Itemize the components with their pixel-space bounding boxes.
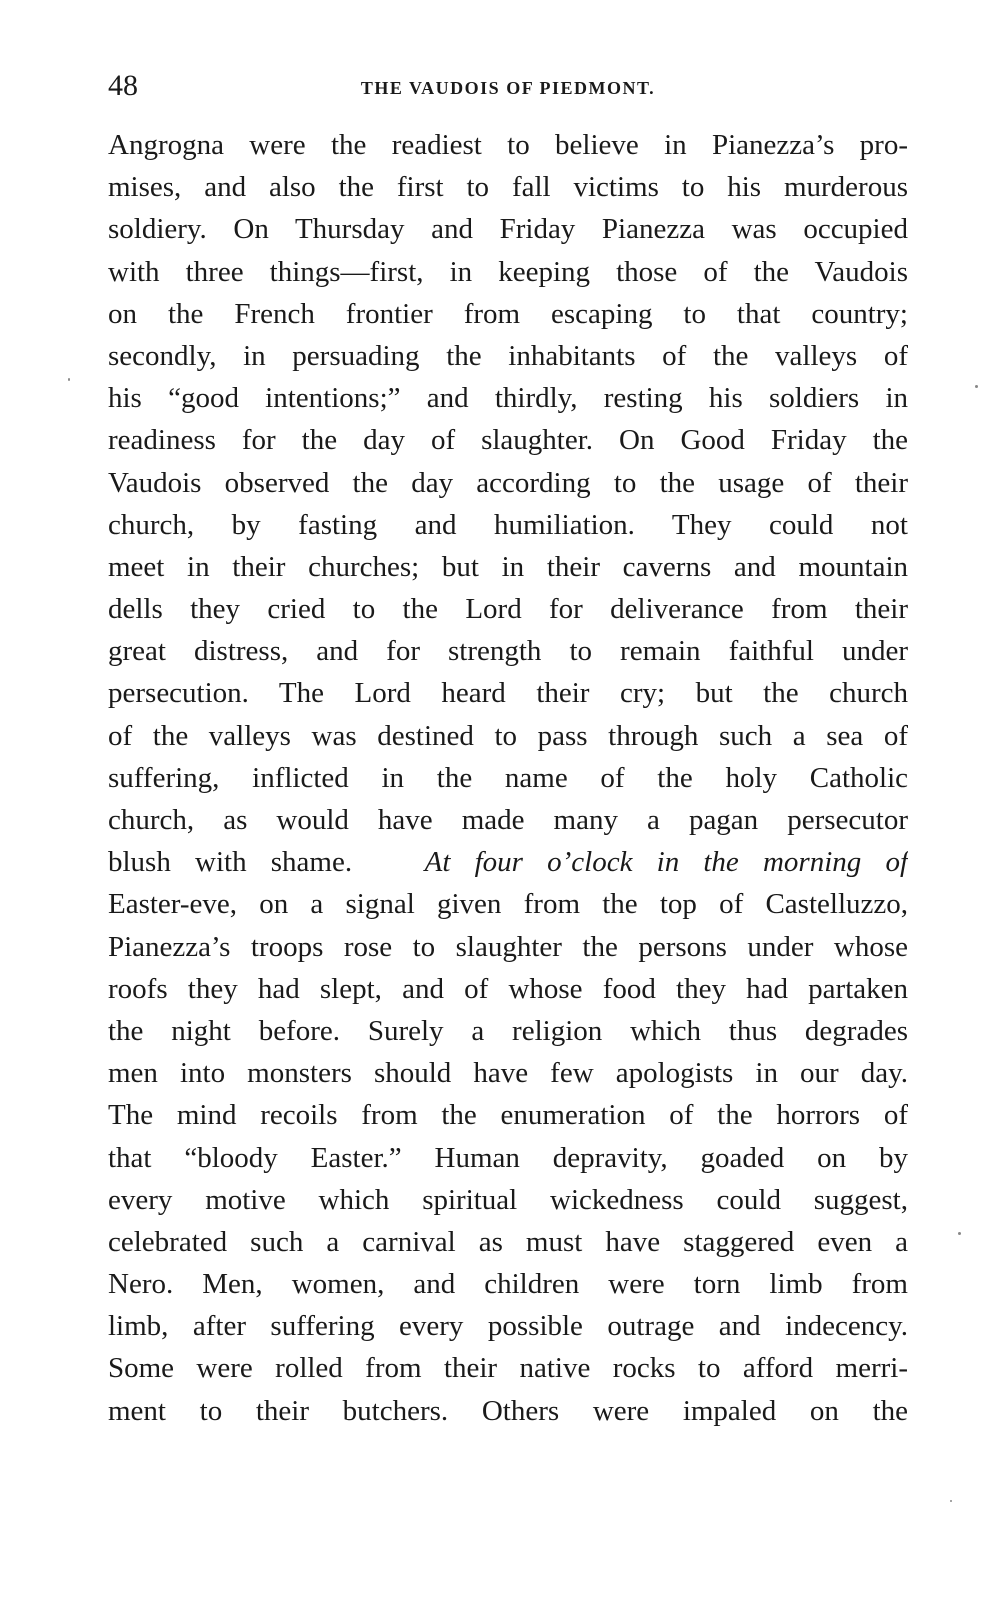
- text-line-19: Easter-eve, on a signal given from the top of Castelluzzo,: [108, 888, 908, 921]
- page-number: 48: [108, 69, 138, 102]
- scan-speck: [975, 385, 978, 388]
- text-line-12: dells they cried to the Lord for deliverance from their: [108, 593, 908, 626]
- text-line-25: that “bloody Easter.” Human depravity, goaded on by: [108, 1141, 908, 1174]
- text-line-14: persecution. The Lord heard their cry; but the church: [108, 677, 908, 710]
- text-line-29: limb, after suffering every possible outrage and indecency.: [108, 1310, 908, 1343]
- text-line-16: suffering, inflicted in the name of the holy Catholic: [108, 761, 908, 794]
- page-header: [108, 66, 908, 106]
- text-line-22: the night before. Surely a religion which thus degrades: [108, 1014, 908, 1047]
- text-line-17: church, as would have made many a pagan persecutor: [108, 804, 908, 836]
- text-line-18: [108, 841, 908, 883]
- text-line-4: with three things—first, in keeping those of the Vaudois: [108, 255, 908, 288]
- text-line-2: mises, and also the first to fall victims to his murderous: [108, 171, 908, 204]
- scan-speck: [950, 1500, 952, 1502]
- text-line-8: readiness for the day of slaughter. On Good Friday the: [108, 424, 908, 457]
- text-line-18-roman: blush with shame.: [108, 846, 353, 879]
- text-line-21: roofs they had slept, and of whose food they had partaken: [108, 972, 908, 1005]
- text-line-27: celebrated such a carnival as must have staggered even a: [108, 1225, 908, 1258]
- text-line-24: The mind recoils from the enumeration of the horrors of: [108, 1099, 908, 1132]
- scan-speck: [958, 1232, 961, 1235]
- text-line-6: secondly, in persuading the inhabitants of the valleys of: [108, 339, 908, 372]
- body-text: [108, 124, 908, 1432]
- text-line-23: men into monsters should have few apologists in our day.: [108, 1057, 908, 1090]
- text-line-7: his “good intentions;” and thirdly, resting his soldiers in: [108, 382, 908, 415]
- text-line-15: of the valleys was destined to pass through such a sea of: [108, 719, 908, 752]
- text-line-11: meet in their churches; but in their caverns and mountain: [108, 550, 908, 583]
- text-line-18-italic: At four o’clock in the morning of: [424, 846, 908, 879]
- text-line-9: Vaudois observed the day according to the usage of their: [108, 466, 908, 499]
- text-line-30: Some were rolled from their native rocks to afford merri-: [108, 1352, 908, 1385]
- text-line-10: church, by fasting and humiliation. They could not: [108, 508, 908, 541]
- text-line-20: Pianezza’s troops rose to slaughter the persons under whose: [108, 930, 908, 963]
- scan-speck: [68, 378, 70, 381]
- text-line-3: soldiery. On Thursday and Friday Pianezza was occupied: [108, 213, 908, 246]
- running-title: THE VAUDOIS OF PIEDMONT.: [360, 78, 656, 98]
- text-line-26: every motive which spiritual wickedness could suggest,: [108, 1183, 908, 1216]
- text-line-5: on the French frontier from escaping to that country;: [108, 297, 908, 330]
- text-line-28: Nero. Men, women, and children were torn limb from: [108, 1268, 908, 1301]
- text-line-13: great distress, and for strength to remain faithful under: [108, 635, 908, 668]
- text-line-1: Angrogna were the readiest to believe in Pianezza’s pro-: [108, 129, 908, 161]
- text-line-31: ment to their butchers. Others were impaled on the: [108, 1394, 908, 1427]
